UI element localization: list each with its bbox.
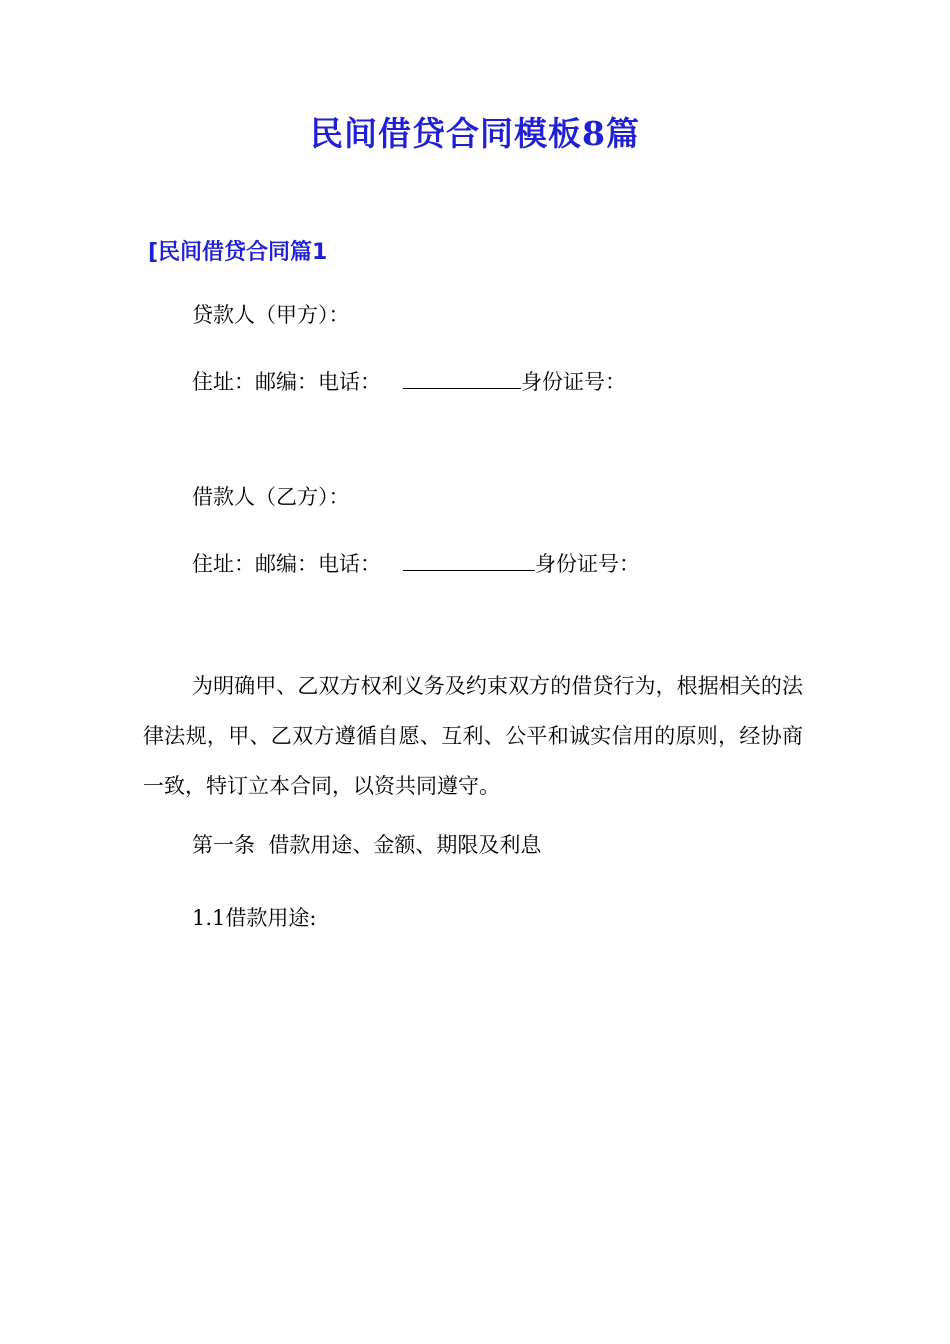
lender-id-label: 身份证号： (521, 370, 626, 394)
article-1-heading (192, 830, 541, 860)
borrower-id-label: 身份证号： (535, 552, 640, 576)
borrower-label (192, 482, 350, 512)
lender-label (192, 300, 350, 330)
lender-phone-blank (403, 368, 521, 389)
lender-label-text: 贷款人（甲方）： (192, 303, 350, 327)
borrower-phone-blank (403, 550, 535, 571)
section-heading: [民间借贷合同篇1 (148, 240, 328, 265)
lender-contact-line (192, 367, 626, 397)
borrower-address-label: 住址：邮编：电话： (192, 552, 381, 576)
lender-address-label: 住址：邮编：电话： (192, 370, 381, 394)
clause-1-1-text: 1.1借款用途: (192, 906, 317, 930)
borrower-contact-line (192, 549, 640, 579)
preamble-paragraph: 为明确甲、乙双方权利义务及约束双方的借贷行为，根据相关的法律法规，甲、乙双方遵循自愿、互利、公平和诚实信用的原则，经协商一致，特订立本合同，以资共同遵守。 (143, 674, 803, 798)
document-title: 民间借贷合同模板8篇 (310, 114, 640, 153)
clause-1-1 (192, 903, 316, 933)
borrower-label-text: 借款人（乙方）： (192, 485, 350, 509)
article-1-heading-text: 第一条 借款用途、金额、期限及利息 (192, 833, 542, 857)
